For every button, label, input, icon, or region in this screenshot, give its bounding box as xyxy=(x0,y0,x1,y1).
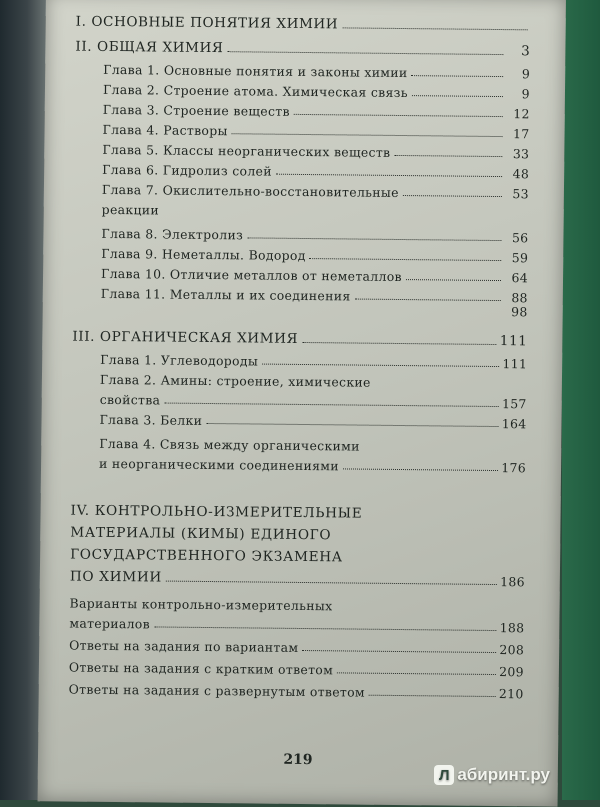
watermark-text: абиринт.ру xyxy=(457,765,550,784)
page-ref: 3 xyxy=(521,43,531,60)
page-ref: 88 xyxy=(511,290,528,306)
entry-label: Ответы на задания по вариантам xyxy=(69,637,299,655)
dot-leader xyxy=(403,195,502,197)
dot-leader xyxy=(262,364,499,367)
entry-label: Глава 3. Белки xyxy=(99,411,203,428)
dot-leader xyxy=(227,51,503,55)
entry-label: Глава 9. Неметаллы. Водород xyxy=(101,245,306,264)
section-title-line: МАТЕРИАЛЫ (КИМЫ) ЕДИНОГО xyxy=(70,524,332,544)
entry-label: свойства xyxy=(99,391,161,408)
entry-label: Глава 8. Электролиз xyxy=(101,225,244,243)
toc-section-3 xyxy=(72,329,527,350)
section-title: ПО ХИМИИ xyxy=(69,568,163,586)
section-title-line: ГОСУДАРСТВЕННОГО ЭКЗАМЕНА xyxy=(70,546,343,566)
entry-label: Ответы на задания с кратким ответом xyxy=(68,659,334,678)
page-ref: 210 xyxy=(498,686,524,702)
page-ref: 98 xyxy=(511,304,528,320)
entry-label: Глава 2. Амины: строение, химические xyxy=(99,371,371,390)
entry-label: Глава 1. Углеводороды xyxy=(100,351,259,369)
section-title: II. ОБЩАЯ ХИМИЯ xyxy=(75,38,224,57)
dot-leader xyxy=(166,581,497,585)
entry-label: Глава 2. Строение атома. Химическая связь xyxy=(102,81,408,101)
toc-entry xyxy=(69,675,524,702)
dot-leader xyxy=(294,114,503,117)
dot-leader xyxy=(310,258,502,261)
entry-label: и неорганическими соединениями xyxy=(98,455,339,474)
book-page xyxy=(38,0,566,807)
dot-leader xyxy=(337,672,496,675)
dot-leader xyxy=(343,468,498,471)
page-ref: 53 xyxy=(512,186,529,202)
page-ref: 48 xyxy=(512,166,530,182)
page-ref: 186 xyxy=(500,574,525,590)
toc-entry-continued xyxy=(74,197,529,222)
section-title-line: IV. КОНТРОЛЬНО-ИЗМЕРИТЕЛЬНЫЕ xyxy=(70,502,363,522)
watermark-logo xyxy=(434,765,550,785)
toc-section-2 xyxy=(75,39,530,60)
page-ref: 9 xyxy=(521,66,531,82)
section-title: III. ОРГАНИЧЕСКАЯ ХИМИЯ xyxy=(72,328,299,347)
dot-leader xyxy=(232,133,503,137)
page-ref: 209 xyxy=(499,664,524,680)
entry-label: Глава 4. Связь между органическими xyxy=(99,435,360,454)
dot-leader xyxy=(355,299,501,302)
entry-label: Глава 10. Отличие металлов от неметаллов xyxy=(100,265,402,285)
page-ref: 17 xyxy=(513,126,530,142)
dot-leader xyxy=(206,423,499,427)
entry-label: Глава 5. Классы неорганических веществ xyxy=(102,141,391,160)
page-ref: 188 xyxy=(499,620,525,636)
page-ref: 33 xyxy=(512,146,530,162)
page-ref: 111 xyxy=(502,356,528,372)
dot-leader xyxy=(154,626,497,631)
page-ref: 111 xyxy=(499,333,528,350)
section-title: I. ОСНОВНЫЕ ПОНЯТИЯ ХИМИИ xyxy=(75,13,339,33)
page-number: 219 xyxy=(283,751,313,769)
dot-leader xyxy=(406,279,501,281)
dot-leader xyxy=(247,237,501,241)
dot-leader xyxy=(302,342,497,345)
page-ref: 59 xyxy=(511,250,529,266)
dot-leader xyxy=(394,155,502,157)
entry-label: материалов xyxy=(69,615,151,632)
toc-section-1 xyxy=(76,14,531,35)
page-ref: 12 xyxy=(513,106,530,122)
dot-leader xyxy=(302,650,496,653)
page-ref: 64 xyxy=(511,270,529,286)
page-ref: 208 xyxy=(499,642,525,658)
book-cover-right xyxy=(562,0,600,800)
dot-leader xyxy=(276,174,502,177)
toc-entry xyxy=(71,407,526,432)
entry-label: Глава 1. Основные понятия и законы химии xyxy=(103,61,408,81)
labirint-logo-icon: Л xyxy=(434,765,454,785)
entry-label: реакции xyxy=(101,201,160,218)
page-ref: 157 xyxy=(501,396,527,412)
dot-leader xyxy=(164,403,499,408)
toc-section-4 xyxy=(70,497,526,590)
entry-label: Глава 3. Строение веществ xyxy=(102,101,290,119)
entry-label: Глава 6. Гидролиз солей xyxy=(102,161,272,179)
entry-label: Ответы на задания с развернутым ответом xyxy=(68,681,366,700)
page-ref: 176 xyxy=(501,460,527,476)
entry-label: Глава 11. Металлы и их соединения xyxy=(100,285,351,304)
dot-leader xyxy=(342,27,527,30)
entry-label: Глава 4. Растворы xyxy=(102,121,228,139)
page-ref: 164 xyxy=(501,416,527,432)
dot-leader xyxy=(412,75,504,77)
toc-entry-line: Варианты контрольно-измерительных xyxy=(69,595,333,614)
entry-label: Глава 7. Окислительно-восстановительные xyxy=(101,181,399,200)
table-of-contents xyxy=(69,14,531,702)
page-ref: 9 xyxy=(521,86,531,102)
page-ref: 56 xyxy=(511,230,529,246)
dot-leader xyxy=(369,695,496,697)
dot-leader xyxy=(412,95,503,97)
